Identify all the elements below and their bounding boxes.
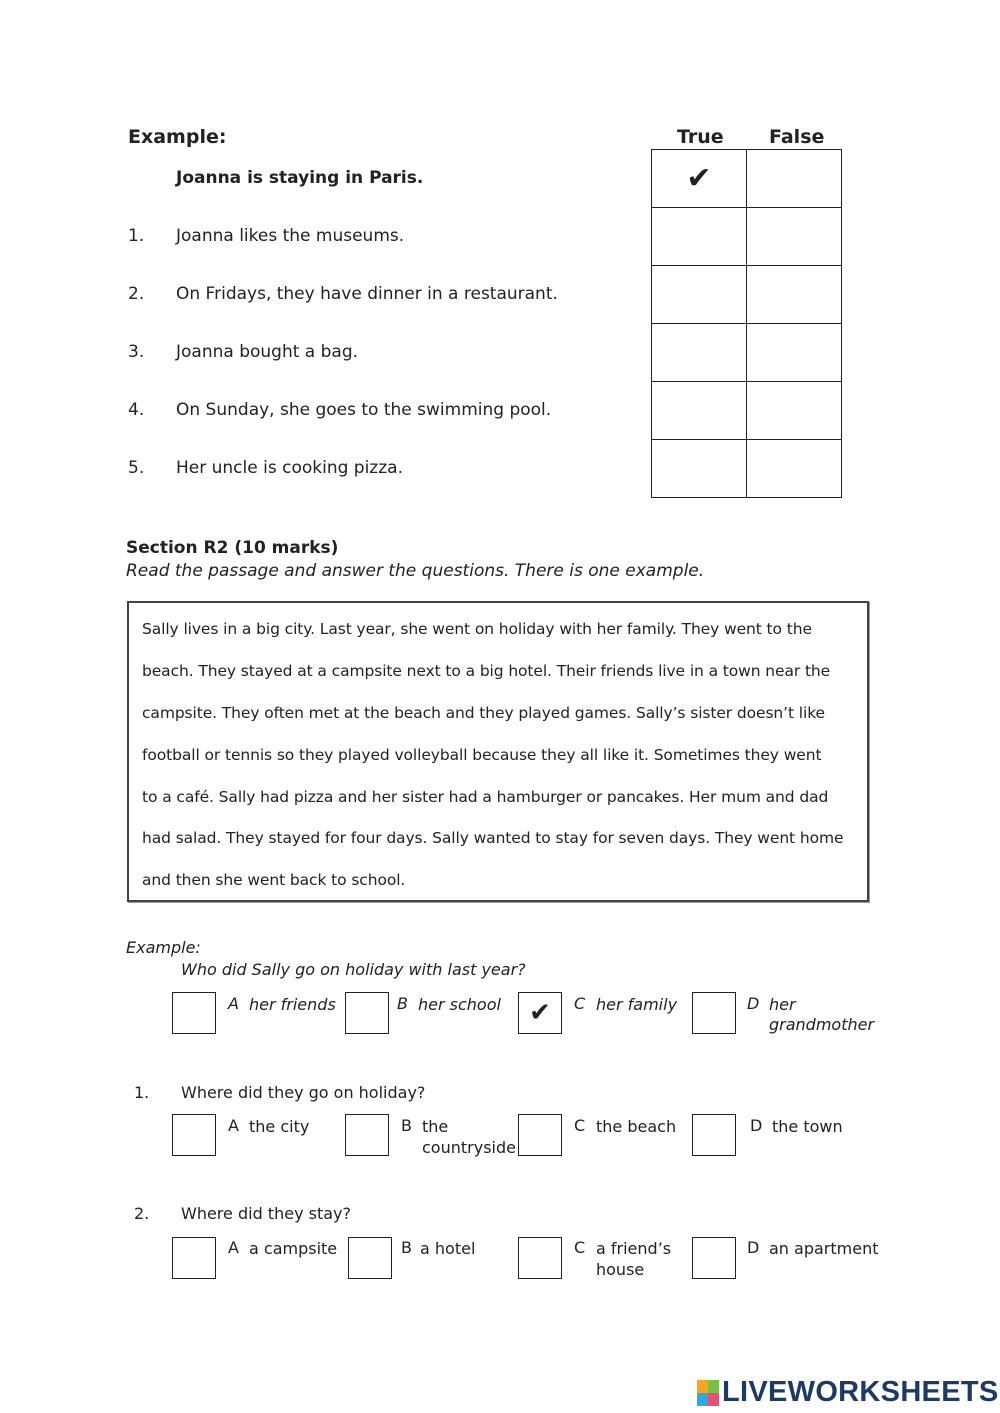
- option-text: the beach: [596, 1117, 677, 1136]
- true-cell-example: [652, 150, 747, 208]
- option-letter: C: [574, 1238, 586, 1257]
- passage-line: Sally lives in a big city. Last year, she went on holiday with her family. They went to the: [142, 620, 812, 638]
- option-letter: D: [747, 994, 760, 1013]
- logo-square: [708, 1380, 719, 1393]
- option-letter: C: [574, 1116, 586, 1135]
- option-text: house: [596, 1260, 645, 1279]
- passage-line: to a café. Sally had pizza and her sister had a hamburger or pancakes. Her mum and dad: [142, 788, 829, 806]
- option-letter: D: [747, 1238, 760, 1257]
- option-text: her friends: [249, 995, 336, 1014]
- question-1-text: Where did they go on holiday?: [181, 1083, 426, 1102]
- option-letter: C: [574, 994, 586, 1013]
- check-mark-icon: ✔: [686, 160, 712, 196]
- option-text: countryside: [422, 1138, 516, 1157]
- true-cell-3[interactable]: [652, 324, 747, 382]
- true-cell-2[interactable]: [652, 266, 747, 324]
- statement-text: Joanna likes the museums.: [176, 226, 405, 246]
- example-question: Who did Sally go on holiday with last year?: [181, 960, 526, 979]
- true-header: True: [677, 126, 724, 148]
- true-cell-5[interactable]: [652, 440, 747, 498]
- q1-option-box-d[interactable]: [692, 1114, 736, 1156]
- logo-text: LIVEWORKSHEETS: [722, 1376, 999, 1408]
- false-header: False: [769, 126, 825, 148]
- q2-option-box-a[interactable]: [172, 1237, 216, 1279]
- true-cell-4[interactable]: [652, 382, 747, 440]
- option-letter: A: [228, 1238, 239, 1257]
- false-cell-2[interactable]: [747, 266, 842, 324]
- example-statement: Joanna is staying in Paris.: [176, 168, 424, 188]
- option-letter: B: [397, 994, 408, 1013]
- q1-option-box-b[interactable]: [345, 1114, 389, 1156]
- statement-text: On Sunday, she goes to the swimming pool.: [176, 400, 552, 420]
- question-example-label: Example:: [126, 938, 201, 957]
- option-text: the city: [249, 1117, 310, 1136]
- statement-text: On Fridays, they have dinner in a restaurant.: [176, 284, 558, 304]
- option-text: her school: [418, 995, 501, 1014]
- logo-square: [708, 1393, 719, 1406]
- false-cell-example: [747, 150, 842, 208]
- false-cell-5[interactable]: [747, 440, 842, 498]
- option-text: her family: [596, 995, 678, 1014]
- statement-text: Her uncle is cooking pizza.: [176, 458, 403, 478]
- q2-option-box-d[interactable]: [692, 1237, 736, 1279]
- q2-option-box-b[interactable]: [348, 1237, 392, 1279]
- option-box-a: [172, 992, 216, 1034]
- option-box-b: [345, 992, 389, 1034]
- option-letter: D: [750, 1116, 763, 1135]
- question-number: 2.: [134, 1204, 150, 1223]
- passage-line: and then she went back to school.: [142, 871, 406, 889]
- passage-line: campsite. They often met at the beach and they played games. Sally’s sister doesn’t like: [142, 704, 825, 722]
- statement-number: 1.: [128, 226, 145, 246]
- option-box-c: [518, 992, 562, 1034]
- section-instruction: Read the passage and answer the questions. There is one example.: [126, 561, 705, 581]
- option-text: the: [422, 1117, 449, 1136]
- option-text: her: [769, 995, 796, 1014]
- statement-number: 4.: [128, 400, 145, 420]
- false-cell-1[interactable]: [747, 208, 842, 266]
- option-text: an apartment: [769, 1239, 879, 1258]
- q2-option-box-c[interactable]: [518, 1237, 562, 1279]
- liveworksheets-logo-icon: [697, 1380, 719, 1406]
- statement-number: 2.: [128, 284, 145, 304]
- true-false-table: [651, 149, 842, 498]
- q1-option-box-c[interactable]: [518, 1114, 562, 1156]
- passage-line: had salad. They stayed for four days. Sally wanted to stay for seven days. They went home: [142, 829, 844, 847]
- passage-line: football or tennis so they played volleyball because they all like it. Sometimes they went: [142, 746, 822, 764]
- option-text: grandmother: [769, 1015, 875, 1034]
- passage-line: beach. They stayed at a campsite next to a big hotel. Their friends live in a town near the: [142, 662, 831, 680]
- q1-option-box-a[interactable]: [172, 1114, 216, 1156]
- true-cell-1[interactable]: [652, 208, 747, 266]
- statement-number: 5.: [128, 458, 145, 478]
- logo-square: [697, 1393, 708, 1406]
- option-letter: A: [228, 994, 239, 1013]
- liveworksheets-logo: [697, 1376, 999, 1409]
- option-text: a hotel: [420, 1239, 476, 1258]
- example-label: Example:: [128, 126, 227, 148]
- option-text: the town: [772, 1117, 843, 1136]
- false-cell-3[interactable]: [747, 324, 842, 382]
- question-number: 1.: [134, 1083, 150, 1102]
- question-2-text: Where did they stay?: [181, 1204, 351, 1223]
- reading-passage: [127, 601, 869, 902]
- false-cell-4[interactable]: [747, 382, 842, 440]
- option-letter: B: [401, 1116, 412, 1135]
- section-title: Section R2 (10 marks): [126, 538, 339, 558]
- statement-number: 3.: [128, 342, 145, 362]
- option-box-d: [692, 992, 736, 1034]
- option-text: a friend’s: [596, 1239, 672, 1258]
- option-text: a campsite: [249, 1239, 338, 1258]
- check-mark-icon: ✔: [529, 998, 551, 1028]
- logo-square: [697, 1380, 708, 1393]
- option-letter: B: [401, 1238, 412, 1257]
- statement-text: Joanna bought a bag.: [176, 342, 359, 362]
- option-letter: A: [228, 1116, 239, 1135]
